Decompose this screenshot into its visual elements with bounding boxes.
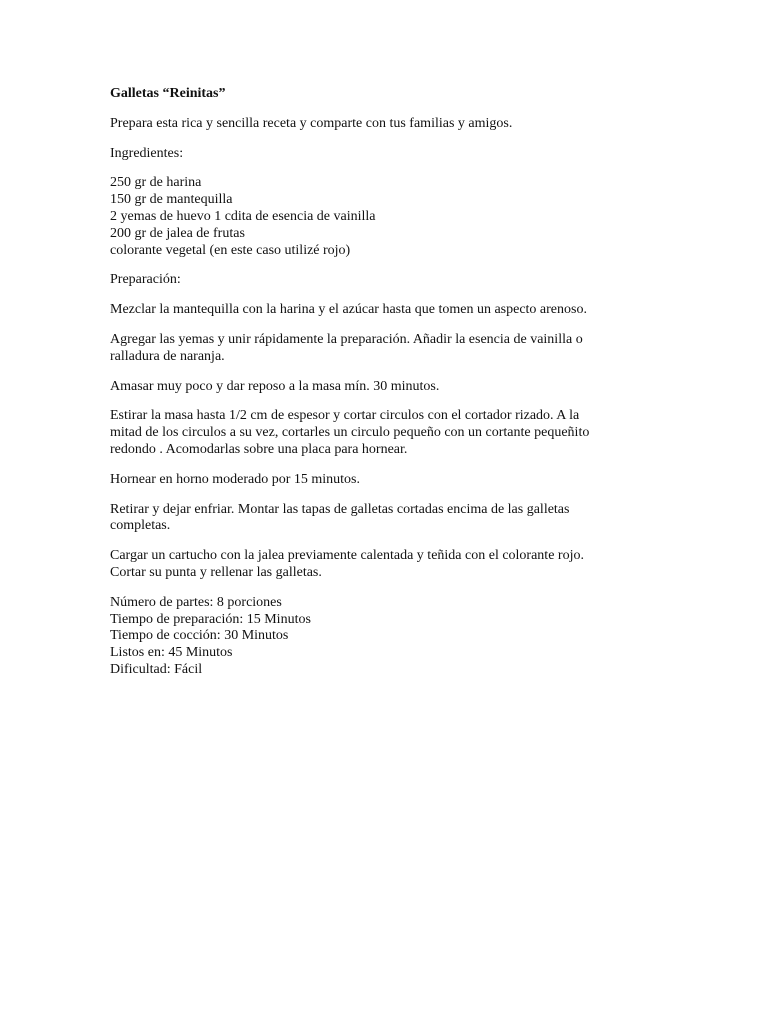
step-line: Estirar la masa hasta 1/2 cm de espesor y cortar circulos con el cortador rizado. A la bbox=[110, 408, 580, 424]
preparation-step bbox=[110, 502, 670, 536]
step-line: redondo . Acomodarlas sobre una placa para hornear. bbox=[110, 441, 408, 457]
ingredient-item: 2 yemas de huevo 1 cdita de esencia de vainilla bbox=[110, 208, 376, 224]
recipe-title: Galletas “Reinitas” bbox=[110, 86, 226, 101]
recipe-details bbox=[110, 595, 670, 679]
ingredient-item: colorante vegetal (en este caso utilizé rojo) bbox=[110, 242, 351, 258]
preparation-step bbox=[110, 548, 670, 582]
step-line: Agregar las yemas y unir rápidamente la preparación. Añadir la esencia de vainilla o bbox=[110, 331, 583, 347]
detail-ready-in: Listos en: 45 Minutos bbox=[110, 645, 233, 661]
step-line: ralladura de naranja. bbox=[110, 348, 225, 364]
step-line: mitad de los circulos a su vez, cortarles un circulo pequeño con un cortante pequeñito bbox=[110, 425, 590, 441]
preparation-step bbox=[110, 379, 670, 396]
step-line: Amasar muy poco y dar reposo a la masa mín. 30 minutos. bbox=[110, 378, 440, 394]
preparation-heading: Preparación: bbox=[110, 272, 181, 288]
preparation-step bbox=[110, 408, 670, 458]
step-line: completas. bbox=[110, 518, 171, 534]
preparation-step bbox=[110, 302, 670, 319]
recipe-body bbox=[110, 86, 670, 692]
detail-difficulty: Dificultad: Fácil bbox=[110, 661, 203, 677]
detail-servings: Número de partes: 8 porciones bbox=[110, 594, 282, 610]
ingredients-list bbox=[110, 175, 670, 259]
step-line: Retirar y dejar enfriar. Montar las tapas de galletas cortadas encima de las galletas bbox=[110, 501, 570, 517]
step-line: Cargar un cartucho con la jalea previamente calentada y teñida con el colorante rojo. bbox=[110, 548, 584, 564]
ingredients-heading: Ingredientes: bbox=[110, 145, 184, 161]
detail-prep-time: Tiempo de preparación: 15 Minutos bbox=[110, 611, 311, 627]
detail-cook-time: Tiempo de cocción: 30 Minutos bbox=[110, 628, 289, 644]
ingredient-item: 200 gr de jalea de frutas bbox=[110, 225, 245, 241]
preparation-step bbox=[110, 332, 670, 366]
recipe-intro: Prepara esta rica y sencilla receta y comparte con tus familias y amigos. bbox=[110, 115, 513, 131]
step-line: Hornear en horno moderado por 15 minutos. bbox=[110, 471, 360, 487]
ingredient-item: 250 gr de harina bbox=[110, 175, 202, 191]
step-line: Mezclar la mantequilla con la harina y el azúcar hasta que tomen un aspecto arenoso. bbox=[110, 302, 587, 318]
step-line: Cortar su punta y rellenar las galletas. bbox=[110, 564, 322, 580]
ingredient-item: 150 gr de mantequilla bbox=[110, 192, 233, 208]
preparation-step bbox=[110, 472, 670, 489]
